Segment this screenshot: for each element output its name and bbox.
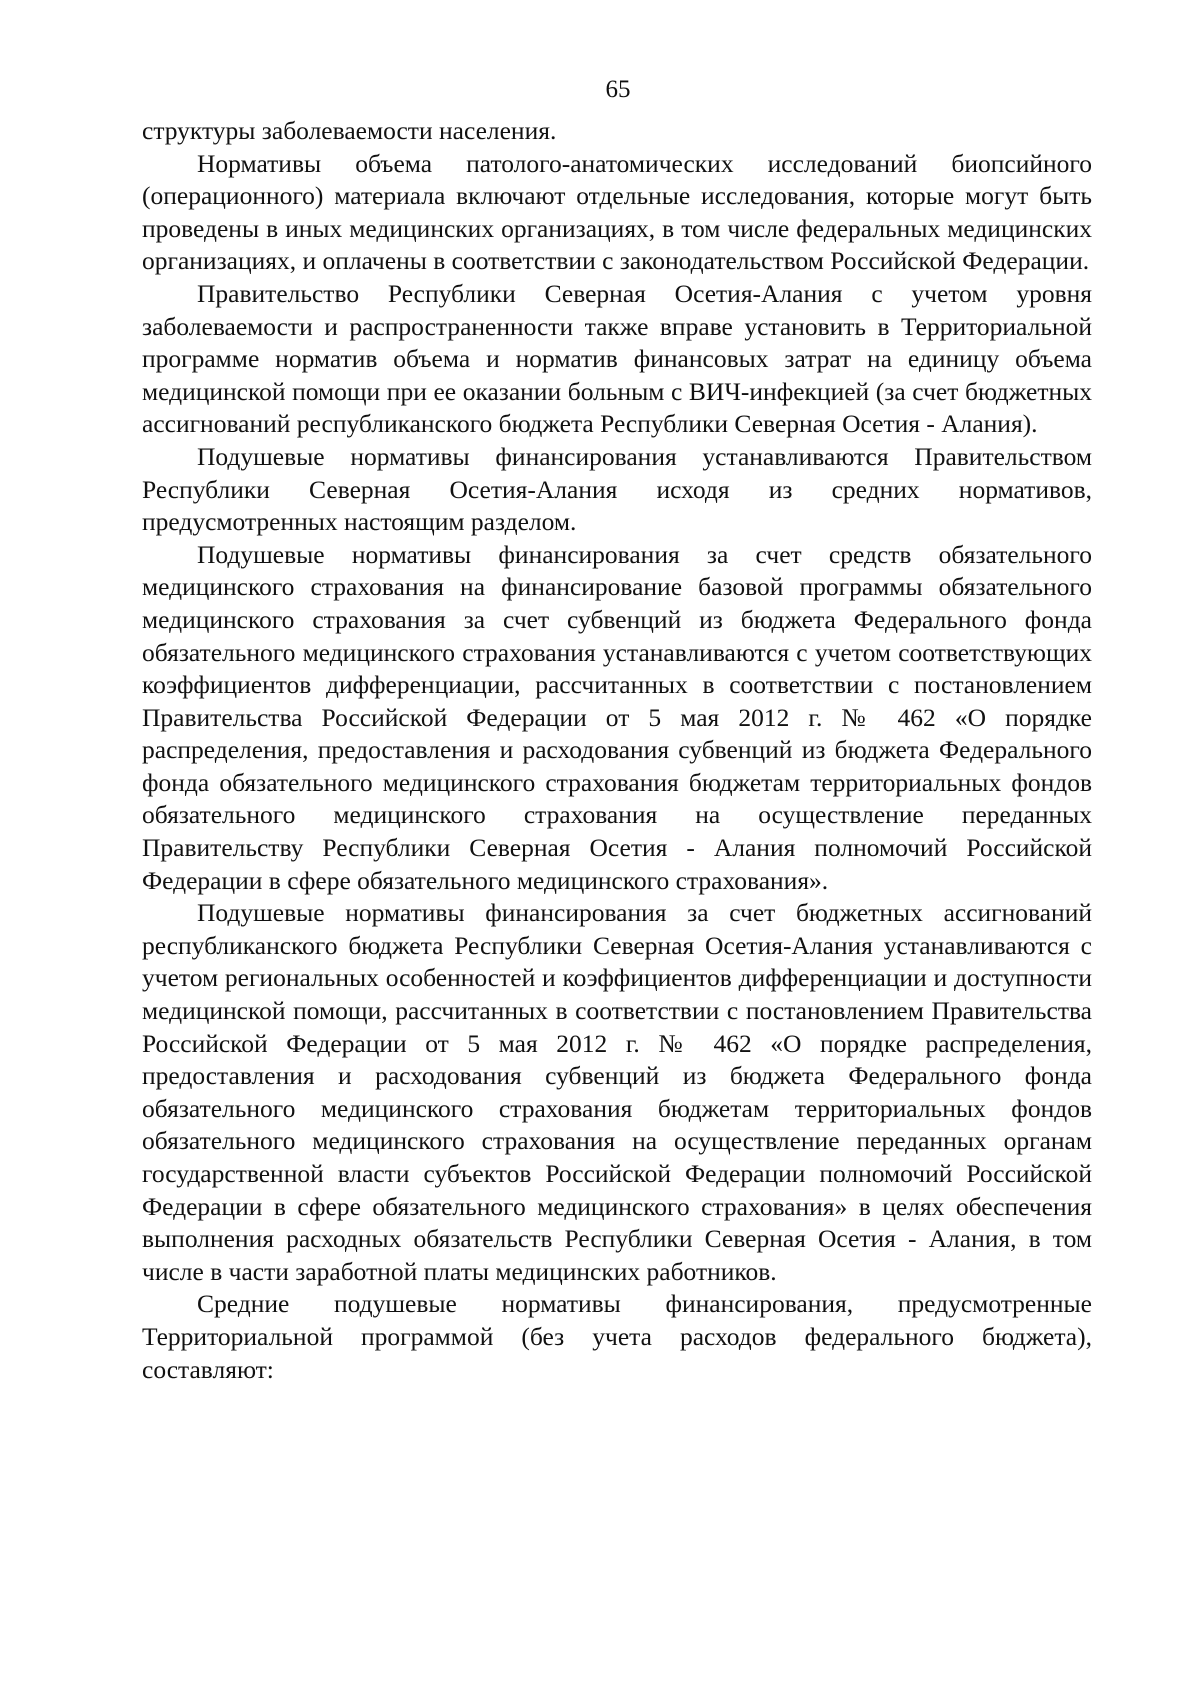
body-text: [142, 115, 1092, 1386]
paragraph-government-hiv-norms: Правительство Республики Северная Осетия-Алания с учетом уровня заболеваемости и распространенности также вправе установить в Территориальной программе норматив объема и норматив финансовых затрат на единицу объема медицинской помощи при ее оказании больным с ВИЧ-инфекцией (за счет бюджетных ассигнований республиканского бюджета Республики Северная Осетия - Алания).: [142, 278, 1092, 439]
paragraph-average-norms: Средние подушевые нормативы финансирования, предусмотренные Территориальной программой (без учета расходов федерального бюджета), составляют:: [142, 1289, 1092, 1384]
page-number: 65: [605, 76, 631, 103]
paragraph-oms-per-capita-norms: Подушевые нормативы финансирования за счет средств обязательного медицинского страхования на финансирование базовой программы обязательного медицинского страхования за счет субвенций из бюджета Федерального фонда обязательного медицинского страхования устанавливаются с учетом соответствующих коэффициентов дифференциации, рассчитанных в соответствии с постановлением Правительства Российской Федерации от 5 мая 2012 г. № 462 «О порядке распределения, предоставления и расходования субвенций из бюджета Федерального фонда обязательного медицинского страхования бюджетам территориальных фондов обязательного медицинского страхования на осуществление переданных Правительству Республики Северная Осетия - Алания полномочий Российской Федерации в сфере обязательного медицинского страхования».: [142, 539, 1092, 895]
paragraph-continuation: структуры заболеваемости населения.: [142, 116, 557, 145]
paragraph-per-capita-norms: Подушевые нормативы финансирования устанавливаются Правительством Республики Северная Осетия-Алания исходя из средних нормативов, предусмотренных настоящим разделом.: [142, 441, 1092, 537]
paragraph-pathology-norms: Нормативы объема патолого-анатомических исследований биопсийного (операционного) материала включают отдельные исследования, которые могут быть проведены в иных медицинских организациях, в том числе федеральных медицинских организациях, и оплачены в соответствии с законодательством Российской Федерации.: [142, 148, 1092, 276]
paragraph-budget-per-capita-norms: Подушевые нормативы финансирования за счет бюджетных ассигнований республиканского бюджета Республики Северная Осетия-Алания устанавливаются с учетом региональных особенностей и коэффициентов дифференциации и доступности медицинской помощи, рассчитанных в соответствии с постановлением Правительства Российской Федерации от 5 мая 2012 г. № 462 «О порядке распределения, предоставления и расходования субвенций из бюджета Федерального фонда обязательного медицинского страхования бюджетам территориальных фондов обязательного медицинского страхования на осуществление переданных органам государственной власти субъектов Российской Федерации полномочий Российской Федерации в сфере обязательного медицинского страхования» в целях обеспечения выполнения расходных обязательств Республики Северная Осетия - Алания, в том числе в части заработной платы медицинских работников.: [142, 898, 1092, 1286]
